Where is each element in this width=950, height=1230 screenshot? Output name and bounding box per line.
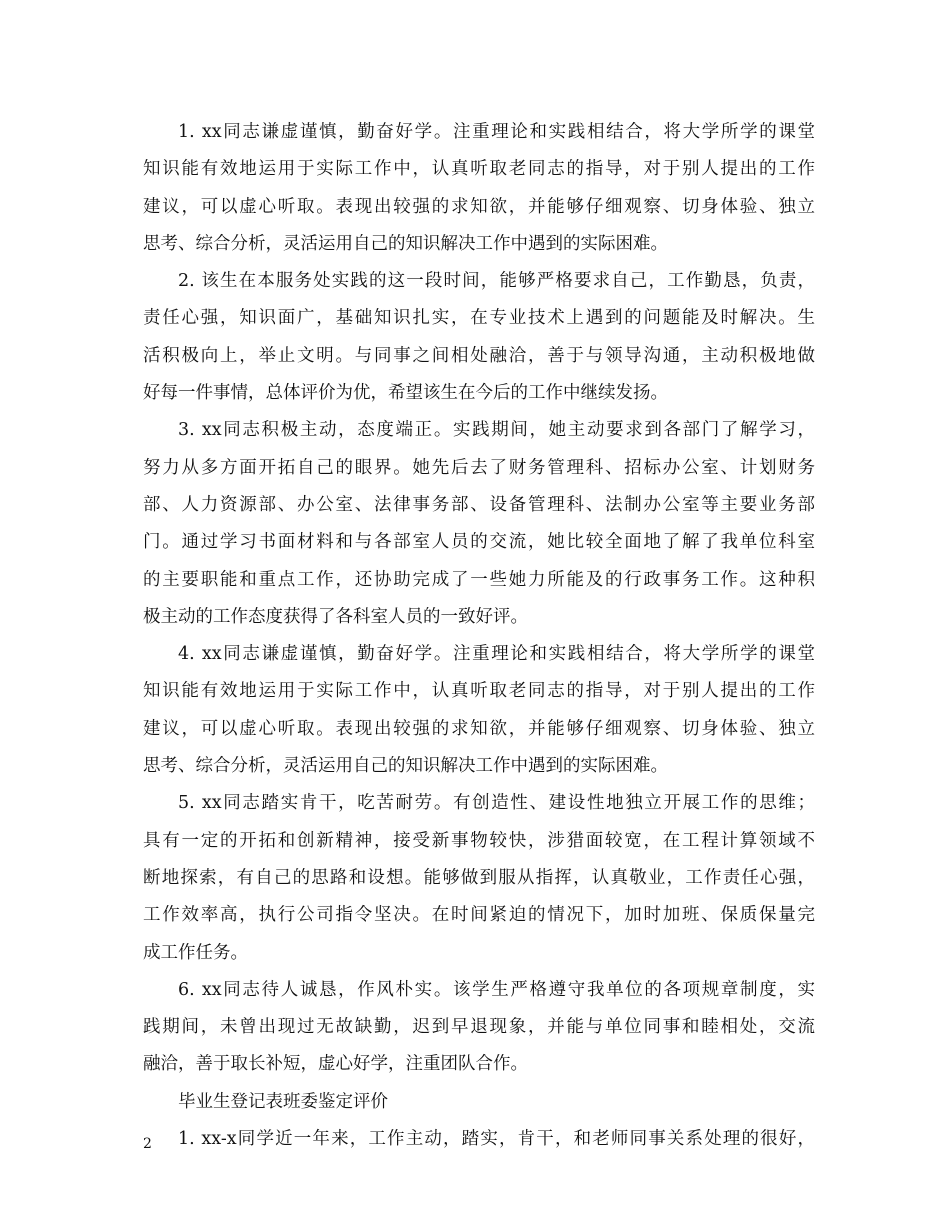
paragraph-line: 4. xx同志谦虚谨慎，勤奋好学。注重理论和实践相结合，将大学所学的课堂 — [178, 644, 815, 665]
paragraph-line: 5. xx同志踏实肯干，吃苦耐劳。有创造性、建设性地独立开展工作的思维； — [178, 793, 815, 814]
paragraph-line: 极主动的工作态度获得了各科室人员的一致好评。 — [143, 606, 528, 627]
paragraph-line: 6. xx同志待人诚恳，作风朴实。该学生严格遵守我单位的各项规章制度，实 — [178, 979, 815, 1000]
paragraph-line: 1. xx-x同学近一年来，工作主动，踏实，肯干，和老师同事关系处理的很好， — [178, 1129, 815, 1150]
paragraph-line: 的主要职能和重点工作，还协助完成了一些她力所能及的行政事务工作。这种积 — [143, 569, 815, 590]
section-heading: 毕业生登记表班委鉴定评价 — [178, 1091, 388, 1112]
paragraph-line: 践期间，未曾出现过无故缺勤，迟到早退现象，并能与单位同事和睦相处，交流 — [143, 1017, 815, 1038]
paragraph-line: 责任心强，知识面广，基础知识扎实，在专业技术上遇到的问题能及时解决。生 — [143, 308, 815, 329]
paragraph-line: 成工作任务。 — [143, 942, 248, 963]
paragraph-line: 1. xx同志谦虚谨慎，勤奋好学。注重理论和实践相结合，将大学所学的课堂 — [178, 122, 815, 142]
paragraph-line: 知识能有效地运用于实际工作中，认真听取老同志的指导，对于别人提出的工作 — [143, 159, 815, 180]
paragraph-line: 部、人力资源部、办公室、法律事务部、设备管理科、法制办公室等主要业务部 — [143, 494, 815, 515]
paragraph-line: 门。通过学习书面材料和与各部室人员的交流，她比较全面地了解了我单位科室 — [143, 532, 815, 553]
paragraph-line: 活积极向上，举止文明。与同事之间相处融洽，善于与领导沟通，主动积极地做 — [143, 345, 815, 366]
page-number: 2 — [143, 1136, 152, 1152]
paragraph-line: 知识能有效地运用于实际工作中，认真听取老同志的指导，对于别人提出的工作 — [143, 681, 815, 702]
paragraph-line: 2. 该生在本服务处实践的这一段时间，能够严格要求自己，工作勤恳，负责， — [178, 271, 815, 292]
paragraph-line: 思考、综合分析，灵活运用自己的知识解决工作中遇到的实际困难。 — [143, 233, 668, 254]
paragraph-line: 建议，可以虚心听取。表现出较强的求知欲，并能够仔细观察、切身体验、独立 — [143, 196, 815, 217]
paragraph-line: 工作效率高，执行公司指令坚决。在时间紧迫的情况下，加时加班、保质保量完 — [143, 905, 815, 926]
paragraph-line: 建议，可以虚心听取。表现出较强的求知欲，并能够仔细观察、切身体验、独立 — [143, 718, 815, 739]
paragraph-line: 具有一定的开拓和创新精神，接受新事物较快，涉猎面较宽，在工程计算领域不 — [143, 830, 815, 851]
paragraph-line: 断地探索，有自己的思路和设想。能够做到服从指挥，认真敬业，工作责任心强， — [143, 867, 815, 888]
paragraph-line: 3. xx同志积极主动，态度端正。实践期间，她主动要求到各部门了解学习， — [178, 420, 815, 441]
document-body — [143, 114, 815, 1158]
paragraph-line: 融洽，善于取长补短，虚心好学，注重团队合作。 — [143, 1054, 528, 1075]
paragraph-line: 思考、综合分析，灵活运用自己的知识解决工作中遇到的实际困难。 — [143, 756, 668, 777]
paragraph-line: 好每一件事情，总体评价为优，希望该生在今后的工作中继续发扬。 — [143, 383, 668, 404]
paragraph-line: 努力从多方面开拓自己的眼界。她先后去了财务管理科、招标办公室、计划财务 — [143, 457, 815, 478]
